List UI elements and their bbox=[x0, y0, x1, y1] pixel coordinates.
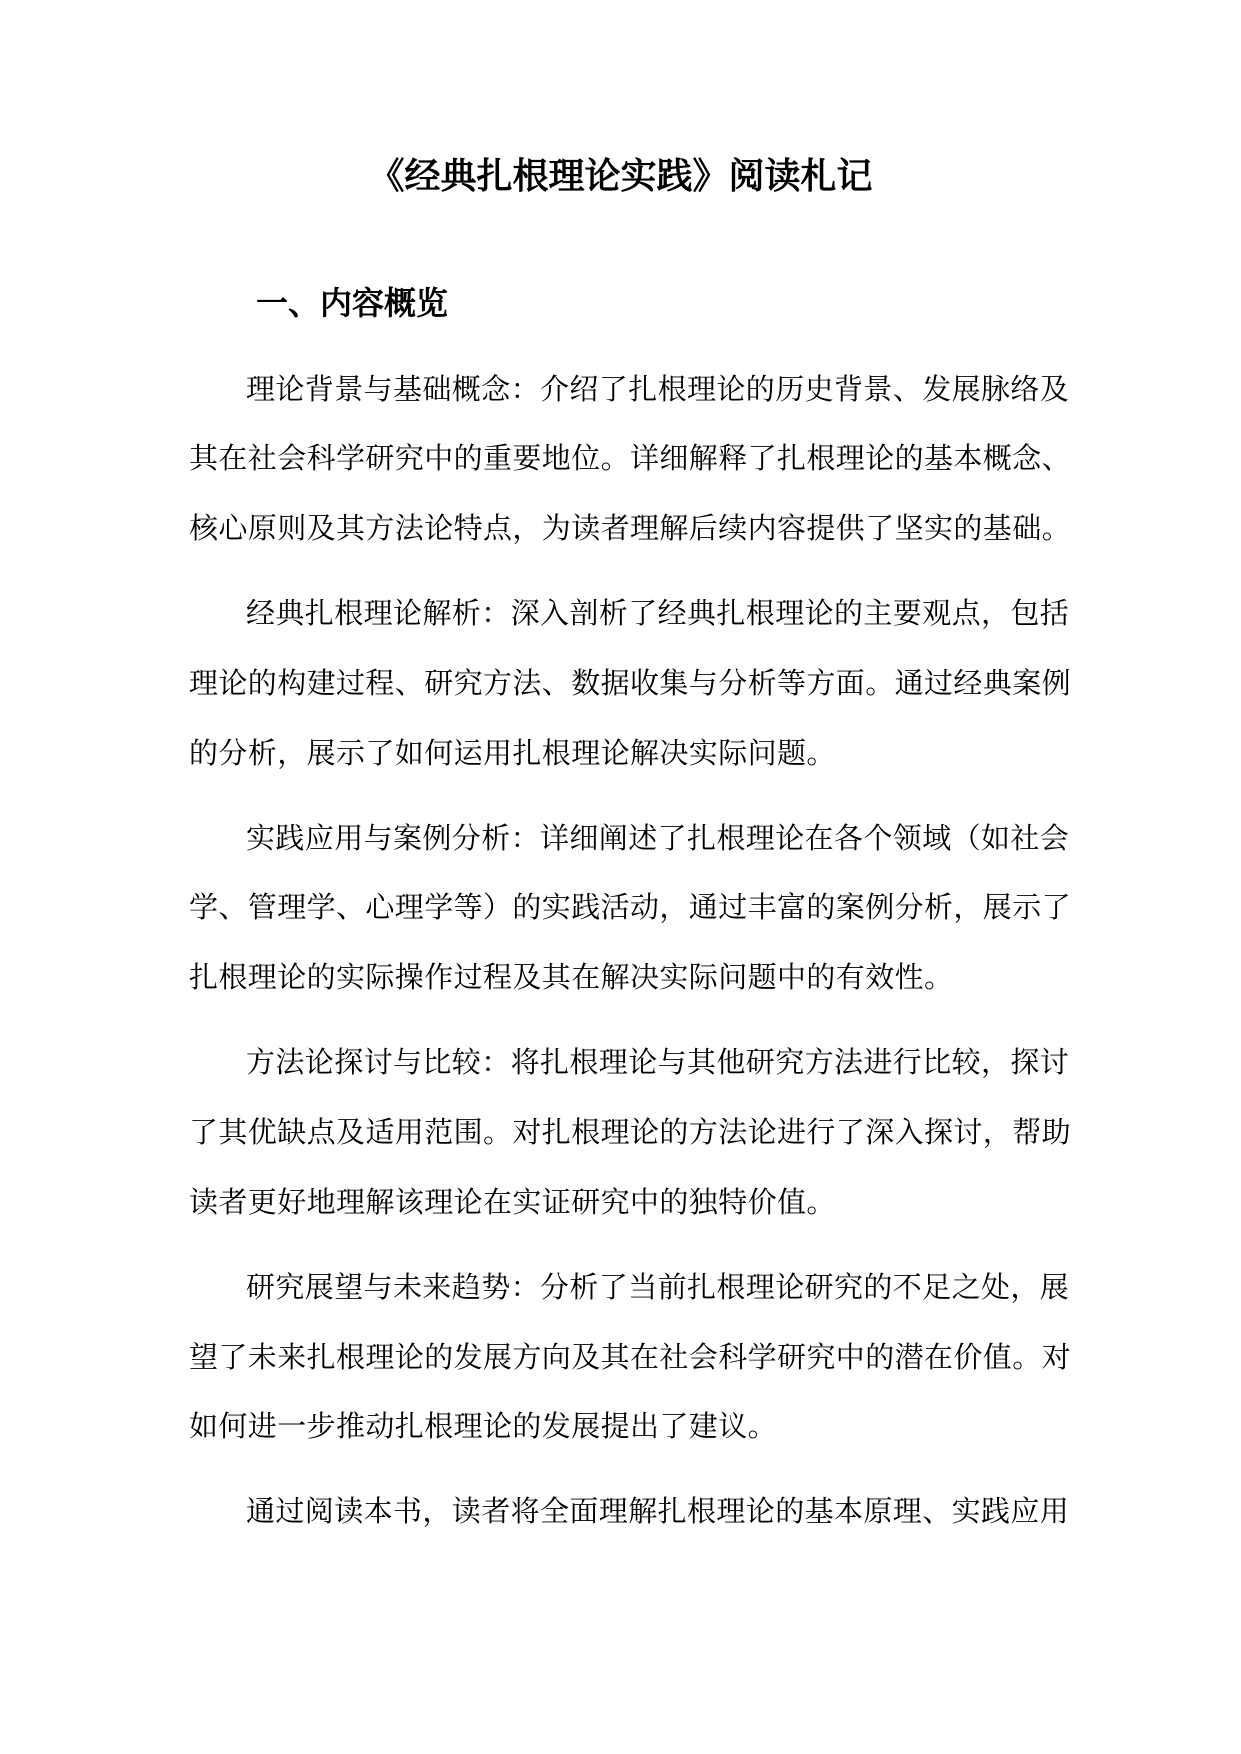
section-heading: 一、内容概览 bbox=[256, 284, 449, 322]
paragraph-line: 的分析，展示了如何运用扎根理论解决实际问题。 bbox=[189, 736, 836, 770]
paragraph-line: 实践应用与案例分析：详细阐述了扎根理论在各个领域（如社会 bbox=[246, 821, 1070, 855]
paragraph-line: 了其优缺点及适用范围。对扎根理论的方法论进行了深入探讨，帮助 bbox=[189, 1115, 1072, 1149]
paragraph-line: 通过阅读本书，读者将全面理解扎根理论的基本原理、实践应用 bbox=[246, 1494, 1070, 1528]
paragraph-line: 方法论探讨与比较：将扎根理论与其他研究方法进行比较，探讨 bbox=[246, 1045, 1070, 1079]
paragraph-line: 研究展望与未来趋势：分析了当前扎根理论研究的不足之处，展 bbox=[246, 1270, 1070, 1304]
paragraph-line: 扎根理论的实际操作过程及其在解决实际问题中的有效性。 bbox=[189, 960, 954, 994]
paragraph-line: 望了未来扎根理论的发展方向及其在社会科学研究中的潜在价值。对 bbox=[189, 1340, 1072, 1374]
paragraph-line: 学、管理学、心理学等）的实践活动，通过丰富的案例分析，展示了 bbox=[189, 890, 1072, 924]
paragraph-line: 读者更好地理解该理论在实证研究中的独特价值。 bbox=[189, 1185, 836, 1219]
paragraph-line: 理论的构建过程、研究方法、数据收集与分析等方面。通过经典案例 bbox=[189, 666, 1072, 700]
document-title: 《经典扎根理论实践》阅读札记 bbox=[368, 155, 873, 197]
paragraph-line: 理论背景与基础概念：介绍了扎根理论的历史背景、发展脉络及 bbox=[246, 372, 1070, 406]
paragraph-line: 经典扎根理论解析：深入剖析了经典扎根理论的主要观点，包括 bbox=[246, 596, 1070, 630]
paragraph-line: 其在社会科学研究中的重要地位。详细解释了扎根理论的基本概念、 bbox=[189, 441, 1072, 475]
paragraph-line: 如何进一步推动扎根理论的发展提出了建议。 bbox=[189, 1409, 778, 1443]
paragraph-line: 核心原则及其方法论特点，为读者理解后续内容提供了坚实的基础。 bbox=[189, 511, 1072, 545]
